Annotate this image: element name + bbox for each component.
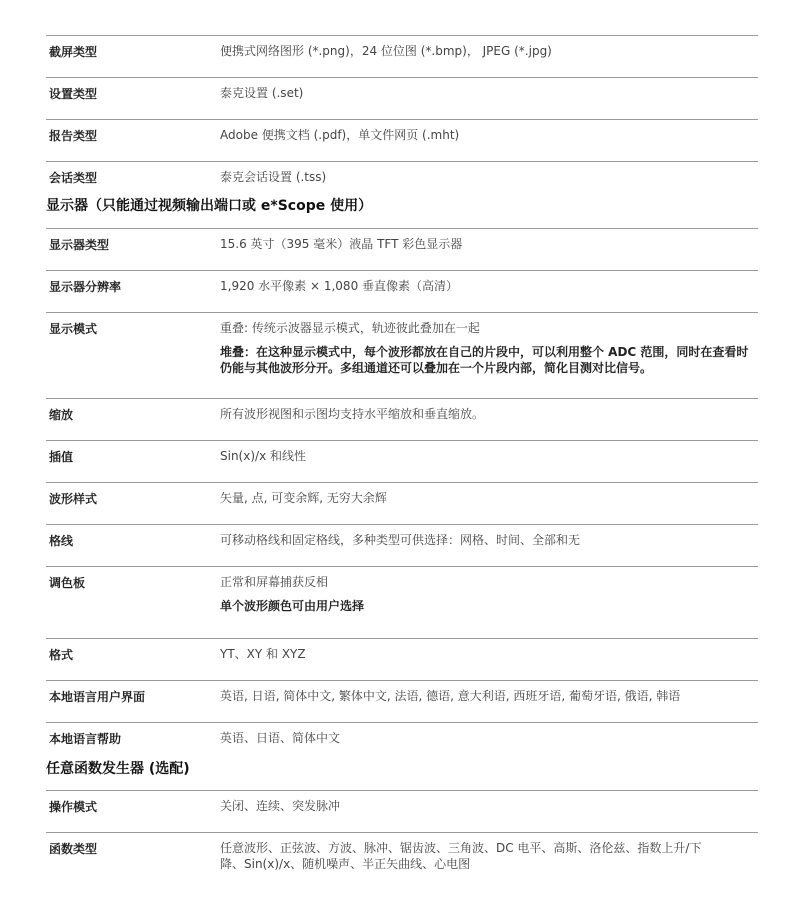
spec-row-screenshot-type	[46, 35, 758, 78]
spec-value-line: Adobe 便携文档 (.pdf)，单文件网页 (.mht)	[220, 128, 460, 142]
spec-label: 显示模式	[49, 322, 98, 336]
spec-value	[220, 448, 756, 464]
spec-value-line: 降、Sin(x)/x、随机噪声、半正矢曲线、心电图	[220, 857, 471, 871]
spec-value	[220, 574, 756, 614]
spec-value	[220, 85, 756, 101]
spec-label: 格式	[49, 648, 74, 662]
spec-label: 操作模式	[49, 800, 98, 814]
spec-label: 格线	[49, 534, 74, 548]
spec-value-line: YT、XY 和 XYZ	[220, 647, 306, 661]
spec-value	[220, 278, 756, 294]
spec-row-local-language-help	[46, 722, 758, 757]
spec-row-zoom	[46, 398, 758, 441]
spec-value	[220, 43, 756, 59]
spec-row-local-language-ui	[46, 680, 758, 723]
spec-value	[220, 490, 756, 506]
spec-value-line: Sin(x)/x 和线性	[220, 449, 306, 463]
spec-value	[220, 236, 756, 252]
spec-value-line: 关闭、连续、突发脉冲	[220, 799, 341, 813]
spec-label: 报告类型	[49, 129, 98, 143]
spec-row-graticule	[46, 524, 758, 567]
spec-value	[220, 127, 756, 143]
spec-label: 缩放	[49, 408, 74, 422]
spec-value-extra: 单个波形颜色可由用户选择	[220, 599, 365, 613]
spec-row-format	[46, 638, 758, 681]
spec-value-line: 英语, 日语, 简体中文, 繁体中文, 法语, 德语, 意大利语, 西班牙语, 葡萄牙语, 俄语, 韩语	[220, 689, 681, 703]
spec-value-line: 15.6 英寸（395 毫米）液晶 TFT 彩色显示器	[220, 237, 463, 251]
spec-value-extra: 堆叠：在这种显示模式中，每个波形都放在自己的片段中，可以利用整个 ADC 范围，同时在查看时仍能与其他波形分开。多组通道还可以叠加在一个片段内部，简化目测对比信号。	[220, 345, 749, 375]
spec-label: 设置类型	[49, 87, 98, 101]
spec-value	[220, 798, 756, 814]
spec-row-palette	[46, 566, 758, 639]
spec-row-function-type	[46, 832, 758, 883]
spec-value-line: 泰克设置 (.set)	[220, 86, 304, 100]
spec-value-line: 矢量, 点, 可变余辉, 无穷大余辉	[220, 491, 387, 505]
spec-row-display-type	[46, 228, 758, 271]
section-heading-afg: 任意函数发生器 (选配)	[46, 761, 190, 777]
spec-value	[220, 169, 756, 185]
spec-label: 函数类型	[49, 842, 98, 856]
spec-value	[220, 688, 756, 704]
spec-row-session-type	[46, 161, 758, 194]
spec-label: 波形样式	[49, 492, 98, 506]
spec-row-operating-mode	[46, 790, 758, 833]
spec-label: 插值	[49, 450, 74, 464]
spec-row-interpolation	[46, 440, 758, 483]
spec-label: 显示器类型	[49, 238, 110, 252]
section-heading-display: 显示器（只能通过视频输出端口或 e*Scope 使用）	[46, 198, 373, 214]
spec-value	[220, 730, 756, 746]
spec-row-report-type	[46, 119, 758, 162]
spec-label: 显示器分辨率	[49, 280, 122, 294]
spec-label: 调色板	[49, 576, 86, 590]
spec-row-display-mode	[46, 312, 758, 399]
spec-value-line: 泰克会话设置 (.tss)	[220, 170, 327, 184]
spec-value-line: 任意波形、正弦波、方波、脉冲、锯齿波、三角波、DC 电平、高斯、洛伦兹、指数上升/下	[220, 841, 702, 855]
spec-value-line: 可移动格线和固定格线，多种类型可供选择：网格、时间、全部和无	[220, 533, 581, 547]
spec-value-line: 正常和屏幕捕获反相	[220, 575, 329, 589]
spec-row-setup-type	[46, 77, 758, 120]
spec-label: 本地语言用户界面	[49, 690, 146, 704]
spec-label: 会话类型	[49, 171, 98, 185]
spec-row-display-resolution	[46, 270, 758, 313]
spec-value-line: 1,920 水平像素 × 1,080 垂直像素（高清）	[220, 279, 459, 293]
spec-value-line: 重叠: 传统示波器显示模式，轨迹彼此叠加在一起	[220, 321, 480, 335]
spec-value	[220, 646, 756, 662]
spec-label: 本地语言帮助	[49, 732, 122, 746]
spec-value	[220, 406, 756, 422]
spec-value-line: 所有波形视图和示图均支持水平缩放和垂直缩放。	[220, 407, 485, 421]
spec-value-line: 便携式网络图形 (*.png)，24 位位图 (*.bmp)， JPEG (*.jpg)	[220, 44, 552, 58]
spec-row-waveform-style	[46, 482, 758, 525]
spec-value	[220, 320, 756, 376]
spec-value-line: 英语、日语、简体中文	[220, 731, 341, 745]
spec-value	[220, 840, 756, 872]
spec-label: 截屏类型	[49, 45, 98, 59]
spec-value	[220, 532, 756, 548]
